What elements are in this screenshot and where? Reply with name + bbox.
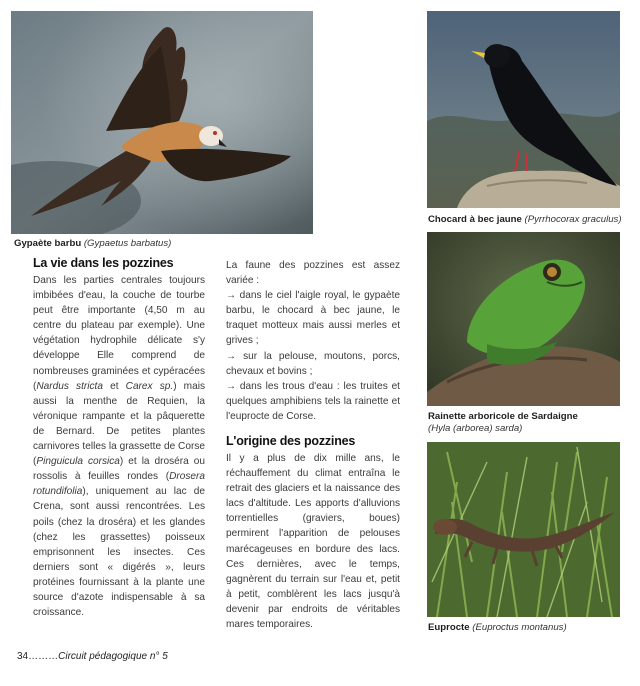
text-segment: ), uniquement au lac de Crena, sont aussi rencontrées. Les poils (chez la droséra) et les glandes (chez les grassettes) poisseux emprisonnent les insectes. Ces derniers sont « digérés », leurs protéines fournissant à la plante une source d'azote indispensable à sa croissance. (33, 486, 205, 619)
newt-caption-name: Euprocte (428, 622, 470, 633)
paragraph-vegetation (33, 273, 205, 620)
frog-caption (428, 411, 628, 435)
newt-caption (428, 622, 628, 634)
vulture-caption-latin: (Gypaetus barbatus) (83, 238, 172, 249)
vulture-caption (14, 238, 171, 250)
section-title-vie: La vie dans les pozzines (33, 256, 174, 270)
section-title-origine: L'origine des pozzines (226, 434, 356, 448)
section-body-origine (226, 451, 400, 632)
latin-name: Nardus stricta (36, 380, 103, 392)
page-number: 34……… (17, 651, 59, 662)
text-segment: ) et la droséra ou rossolis à feuilles rondes ( (33, 456, 205, 483)
faune-intro: La faune des pozzines est assez variée : (226, 260, 400, 287)
text-segment: et (102, 380, 126, 392)
latin-name: Carex sp. (125, 380, 174, 392)
text-segment: ) mais aussi la menthe de Requien, la véronique rampante et la pâquerette de Bernard. De petites plantes carnivores telles la grassette de Corse ( (33, 380, 205, 468)
paragraph-origine: Il y a plus de dix mille ans, le réchauffement du climat entraîna le retrait des glaciers et la naissance des lacs d'altitude. Les apports d'alluvions torrentielles (graviers, boues) permirent l'apparition de pelouses marécageuses en bordure des lacs. Ces dernières, avec le temps, gagnèrent du terrain sur l'eau et, petit à petit, comblèrent les lacs jusqu'à devenir par endroits de véritables mares temporaires. (226, 453, 400, 631)
vulture-caption-name: Gypaète barbu (14, 238, 82, 249)
faune-item-pelouse: → sur la pelouse, moutons, porcs, chevaux et bovins ; (226, 350, 400, 377)
section-body-faune (226, 258, 400, 424)
chough-caption (428, 214, 628, 226)
text-segment: Dans les parties centrales toujours imbibées d'eau, la couche de tourbe peut être importante (4,50 m au centre du plateau par exemple). Une végétation hydrophile délicate s'y développe Elle comprend de nombreuses graminées et cypéracées ( (33, 275, 205, 392)
alpine-chough-photo (427, 11, 620, 208)
corsican-brook-newt-photo (427, 442, 620, 617)
bearded-vulture-photo (11, 11, 313, 234)
faune-item-ciel: → dans le ciel l'aigle royal, le gypaète barbu, le chocard à bec jaune, le traquet motteux mais aussi merles et grives ; (226, 290, 400, 347)
newt-caption-latin: (Euproctus montanus) (472, 622, 567, 633)
latin-name: Drosera rotundifolia (33, 471, 205, 498)
footer-title: Circuit pédagogique n° 5 (58, 651, 168, 662)
chough-caption-latin: (Pyrrhocorax graculus) (524, 214, 622, 225)
frog-caption-latin: (Hyla (arborea) sarda) (428, 423, 523, 434)
section-body-vie (33, 273, 205, 620)
tree-frog-photo (427, 232, 620, 406)
page-footer (17, 651, 168, 662)
frog-caption-name: Rainette arboricole de Sardaigne (428, 411, 578, 422)
faune-item-eau: → dans les trous d'eau : les truites et quelques amphibiens tels la rainette et l'euprocte de Corse. (226, 380, 400, 422)
chough-caption-name: Chocard à bec jaune (428, 214, 522, 225)
latin-name: Pinguicula corsica (36, 456, 120, 468)
